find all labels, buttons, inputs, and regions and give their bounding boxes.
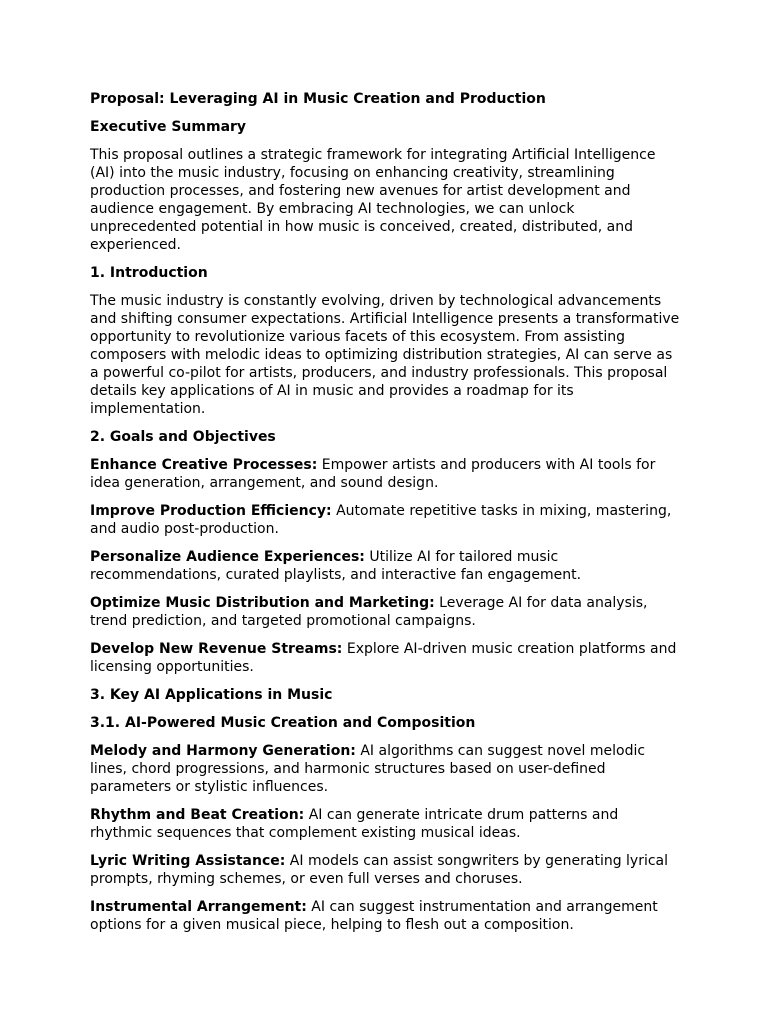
goal-text: Empower artists and producers with AI tools for idea generation, arrangement, and sound design.	[90, 457, 656, 491]
goal-text: Utilize AI for tailored music recommendations, curated playlists, and interactive fan engagement.	[90, 549, 582, 583]
goal-label: Personalize Audience Experiences:	[90, 549, 365, 565]
application-label: Rhythm and Beat Creation:	[90, 807, 305, 823]
application-label: Melody and Harmony Generation:	[90, 743, 356, 759]
goal-text: Explore AI-driven music creation platforms and licensing opportunities.	[90, 641, 677, 675]
application-text: AI algorithms can suggest novel melodic lines, chord progressions, and harmonic structures based on user-defined parameters or stylistic influences.	[90, 743, 646, 795]
application-text: AI models can assist songwriters by generating lyrical prompts, rhyming schemes, or even full verses and choruses.	[90, 853, 669, 887]
application-item	[90, 742, 682, 796]
executive-summary-text: This proposal outlines a strategic framework for integrating Artificial Intelligence (AI) into the music industry, focusing on enhancing creativity, streamlining production processes, and fostering new avenues for artist development and audience engagement. By embracing AI technologies, we can unlock unprecedented potential in how music is conceived, created, distributed, and experienced.	[90, 147, 656, 253]
document-body	[90, 90, 682, 944]
goal-item	[90, 502, 682, 538]
goal-label: Optimize Music Distribution and Marketing:	[90, 595, 435, 611]
application-text: AI can generate intricate drum patterns and rhythmic sequences that complement existing musical ideas.	[90, 807, 619, 841]
goal-text: Leverage AI for data analysis, trend prediction, and targeted promotional campaigns.	[90, 595, 648, 629]
application-label: Lyric Writing Assistance:	[90, 853, 286, 869]
introduction-heading: 1. Introduction	[90, 265, 208, 281]
application-item	[90, 806, 682, 842]
goal-item	[90, 594, 682, 630]
document-title: Proposal: Leveraging AI in Music Creation and Production	[90, 91, 546, 107]
application-text: AI can suggest instrumentation and arrangement options for a given musical piece, helping to flesh out a composition.	[90, 899, 658, 933]
application-item	[90, 898, 682, 934]
goal-item	[90, 640, 682, 676]
application-item	[90, 852, 682, 888]
goal-text: Automate repetitive tasks in mixing, mastering, and audio post-production.	[90, 503, 672, 537]
goals-heading: 2. Goals and Objectives	[90, 429, 276, 445]
goal-item	[90, 456, 682, 492]
applications-subheading: 3.1. AI-Powered Music Creation and Composition	[90, 715, 476, 731]
goal-label: Improve Production Efficiency:	[90, 503, 332, 519]
goal-label: Develop New Revenue Streams:	[90, 641, 343, 657]
introduction-text: The music industry is constantly evolving, driven by technological advancements and shifting consumer expectations. Artificial Intelligence presents a transformative opportunity to revolutionize various facets of this ecosystem. From assisting composers with melodic ideas to optimizing distribution strategies, AI can serve as a powerful co-pilot for artists, producers, and industry professionals. This proposal details key applications of AI in music and provides a roadmap for its implementation.	[90, 293, 680, 417]
goal-label: Enhance Creative Processes:	[90, 457, 318, 473]
executive-summary-heading: Executive Summary	[90, 119, 247, 135]
goal-item	[90, 548, 682, 584]
applications-heading: 3. Key AI Applications in Music	[90, 687, 333, 703]
application-label: Instrumental Arrangement:	[90, 899, 307, 915]
